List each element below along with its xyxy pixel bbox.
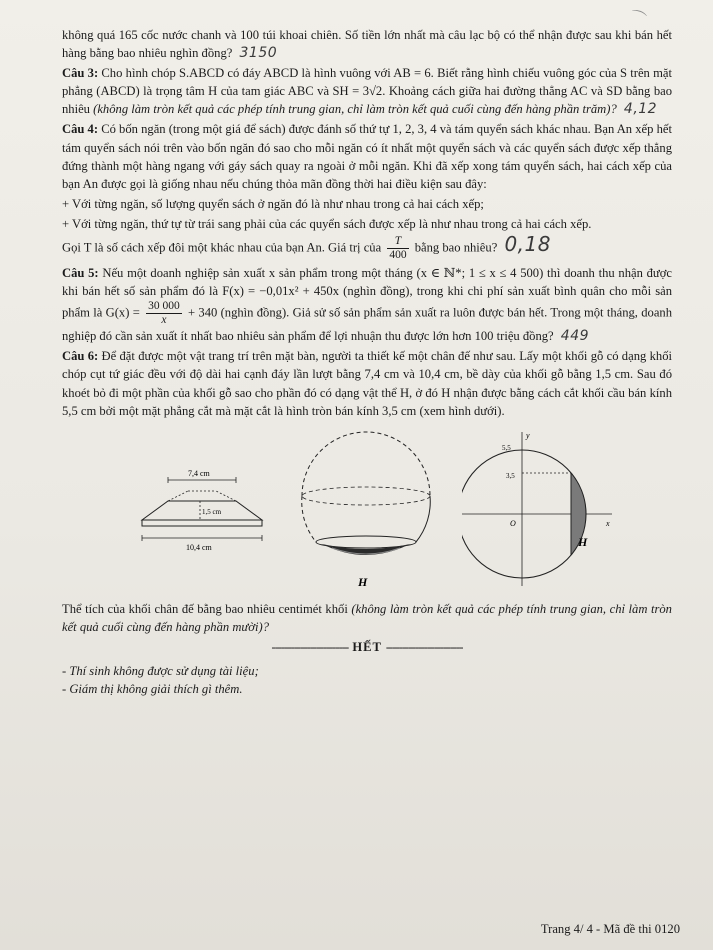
note-no-materials: - Thí sinh không được sử dụng tài liệu; [62,663,259,678]
radius-label: 5,5 [502,443,511,452]
cap-h-label: H [578,534,588,549]
page-footer: Trang 4/ 4 - Mã đề thi 0120 [540,922,680,936]
end-dash-right: ------------------------ [385,639,463,654]
solid-h-label: H [358,574,368,589]
note-no-explanation: - Giám thị không giải thích gì thêm. [62,682,243,697]
fraction-30000-over-x [146,300,182,327]
fraction-numerator: T [387,235,408,249]
question-5-text: Nếu một doanh nghiệp sản xuất x sản phẩm trong một tháng (x ∈ ℕ*; 1 ≤ x ≤ 4 500) thì doanh thu nhận được khi bán hết số sản phẩm đó là F(x) = −0,01x² + 450x (nghìn đồng), trong khi chi phí sản xuất bình quân cho mỗi sản phẩm là G(x) = [62,266,672,320]
question-4-handwritten-answer: 0,18 [504,232,551,257]
question-4-ask-end: bằng bao nhiêu? [414,240,498,255]
question-3-handwritten-answer: 4,12 [623,101,658,118]
question-3-note: (không làm tròn kết quả các phép tính trung gian, chỉ làm tròn kết quả cuối cùng đến hàng phần trăm)? [93,102,617,117]
question-5-text-end: + 340 (nghìn đồng). Giả sử số sản phẩm sản xuất ra luôn được bán hết. Trong một tháng, doanh nghiệp đó cần sản xuất ít nhất bao nhiêu sản phẩm để lợi nhuận thu được lớn hơn 100 triệu đồng? [62,305,673,344]
question-5-label: Câu 5: [62,266,99,281]
fraction-denominator: 400 [389,249,407,262]
fraction-t-over-400 [387,235,408,262]
exam-notes [62,662,672,698]
question-3-text: Cho hình chóp S.ABCD có đáy ABCD là hình vuông với AB = 6. Biết rằng hình chiếu vuông góc của S trên mặt phẳng (ABCD) là trọng tâm H của tam giác ABC và SH = 3√2. Khoảng cách giữa hai đường thẳng AC và SD bằng bao nhiêu [62,66,672,117]
question-6-text: Để đặt được một vật trang trí trên mặt bàn, người ta thiết kế một chân đế như sau. Lấy một khối gỗ có dạng khối chóp cụt tứ giác đều với độ dài hai cạnh đáy lần lượt bằng 7,4 cm và 10,4 cm, bề dày của khối gỗ bằng 1,5 cm. Sau đó khoét bỏ đi một phần của khối gỗ sao cho phần đó có dạng vật thể H, ở đó H nhận được bằng cách cắt khối cầu bán kính 5,5 cm bởi một mặt phẳng cắt mà mặt cắt là hình tròn bán kính 3,5 cm (xem hình dưới). [62,349,672,418]
x-axis-label: x [606,518,610,528]
question-6-note: (không làm tròn kết quả các phép tính trung gian, chỉ làm tròn kết quả cuối cùng đến hàng phần mười)? [62,601,672,634]
question-3-label: Câu 3: [62,66,99,81]
question-6-label: Câu 6: [62,349,99,364]
fraction-numerator: 30 000 [148,300,180,313]
question-4-text: Có bốn ngăn (trong một giá để sách) được đánh số thứ tự 1, 2, 3, 4 và tám quyển sách khác nhau. Bạn An xếp hết tám quyển sách nói trên vào bốn ngăn đó sao cho mỗi ngăn có ít nhất một quyển sách và các quyển sách được xếp thẳng đứng thành một hàng ngang với gáy sách quay ra ngoài ở mỗi ngăn. Khi đã xếp xong tám quyển sách, hai cách xếp của bạn An được gọi là giống nhau nếu chúng thỏa mãn đồng thời hai điều kiện sau đây: [62,122,672,191]
top-edge-label: 7,4 cm [188,468,210,478]
question-6-ask-text: Thể tích của khối chân đế bằng bao nhiêu centimét khối [62,601,348,616]
question-4-ask-text: Gọi T là số cách xếp đôi một khác nhau của bạn An. Giá trị của [62,240,382,255]
cut-radius-label: 3,5 [506,471,515,480]
frustum-figure [132,466,272,556]
fraction-denominator: x [161,314,167,327]
question-4-ask [62,232,672,262]
question-4-label: Câu 4: [62,122,99,137]
end-dash-left: ------------------------ [271,639,349,654]
question-4-condition-1: + Với từng ngăn, số lượng quyển sách ở ngăn đó là như nhau trong cả hai cách xếp; [62,196,484,211]
y-axis-label: y [526,430,530,440]
intro-text: không quá 165 cốc nước chanh và 100 túi khoai chiên. Số tiền lớn nhất mà câu lạc bộ có thể nhận được sau khi bán hết hàng bằng bao nhiêu nghìn đồng? [62,28,672,61]
question-4-condition-2: + Với từng ngăn, thứ tự từ trái sang phải của các quyển sách được xếp là như nhau trong cả hai cách xếp. [62,216,592,231]
circle-section-figure [462,426,622,594]
end-text: HẾT [352,639,382,654]
question-5 [62,264,672,345]
question-5-handwritten-answer: 449 [560,328,590,345]
question-6 [62,347,672,419]
page-content [62,26,672,698]
intro-paragraph [62,26,672,62]
figure-row [62,426,672,594]
origin-label: O [510,518,516,528]
end-marker [62,638,672,656]
handwritten-answer: 3150 [239,45,278,62]
corner-scribble: ⌒ [626,6,649,31]
question-6-ask [62,600,672,636]
question-4 [62,120,672,192]
sphere-cap-figure [282,426,442,594]
bottom-edge-label: 10,4 cm [186,542,212,552]
thickness-label: 1,5 cm [202,507,222,516]
question-3 [62,64,672,118]
